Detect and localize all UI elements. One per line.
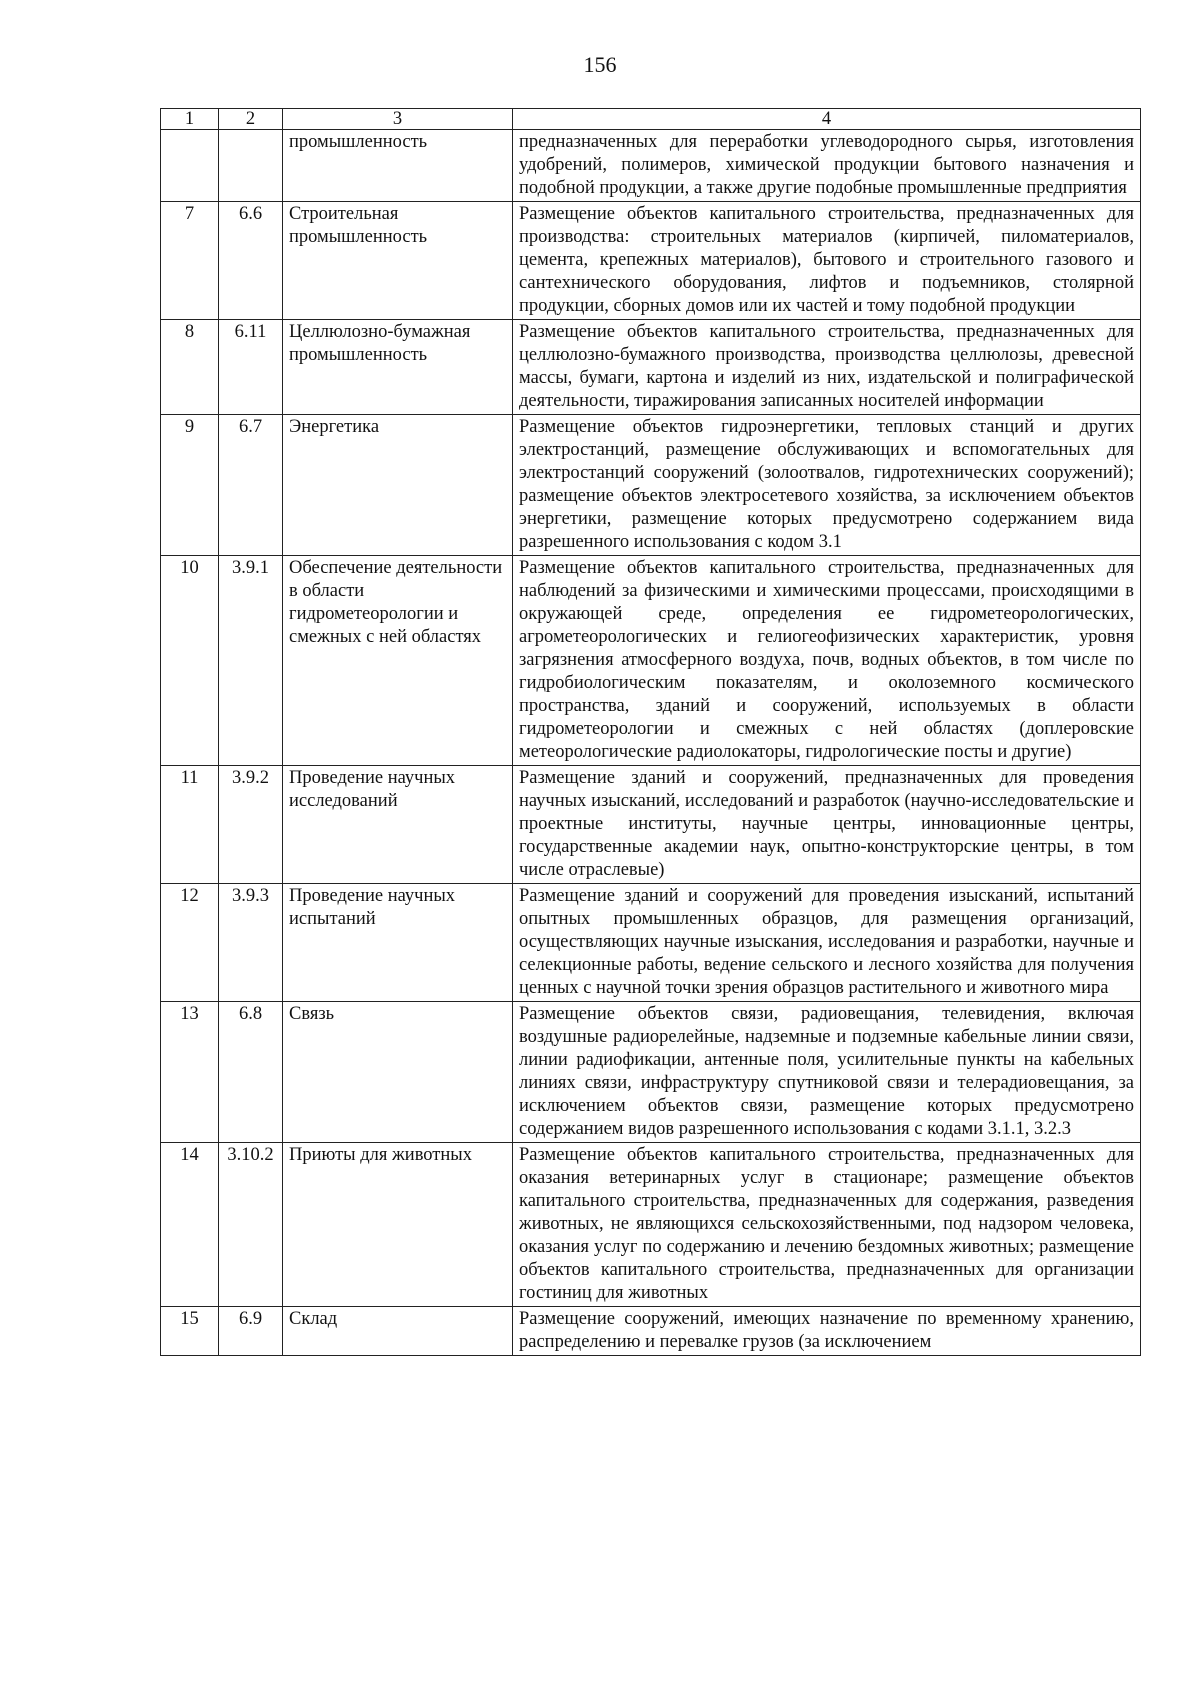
table-row — [161, 1307, 1141, 1356]
use-name: Связь — [283, 1002, 513, 1143]
row-number: 11 — [161, 766, 219, 884]
use-code: 3.10.2 — [219, 1143, 283, 1307]
use-description: предназначенных для переработки углеводородного сырья, изготовления удобрений, полимеров, химической продукции бытового назначения и подобной продукции, а также другие подобные промышленные предприятия — [513, 130, 1141, 202]
row-number: 10 — [161, 556, 219, 766]
table-row — [161, 130, 1141, 202]
use-name: Склад — [283, 1307, 513, 1356]
use-description: Размещение объектов капитального строительства, предназначенных для наблюдений за физическими и химическими процессами, происходящими в окружающей среде, определения ее гидрометеорологических, агрометеорологических и гелиогеофизических характеристик, уровня загрязнения атмосферного воздуха, почв, водных объектов, в том числе по гидробиологическим показателям, и околоземного космического пространства, зданий и сооружений, используемых в области гидрометеорологии и смежных с ней областях (доплеровские метеорологические радиолокаторы, гидрологические посты и другие) — [513, 556, 1141, 766]
use-description: Размещение сооружений, имеющих назначение по временному хранению, распределению и перевалке грузов (за исключением — [513, 1307, 1141, 1356]
row-number: 13 — [161, 1002, 219, 1143]
header-col-1: 1 — [161, 109, 219, 130]
table-row — [161, 415, 1141, 556]
header-col-3: 3 — [283, 109, 513, 130]
table-row — [161, 1002, 1141, 1143]
table-row — [161, 766, 1141, 884]
use-description: Размещение объектов капитального строительства, предназначенных для оказания ветеринарных услуг в стационаре; размещение объектов капитального строительства, предназначенных для содержания, разведения животных, не являющихся сельскохозяйственными, под надзором человека, оказания услуг по содержанию и лечению бездомных животных; размещение объектов капитального строительства, предназначенных для организации гостиниц для животных — [513, 1143, 1141, 1307]
use-code: 6.6 — [219, 202, 283, 320]
use-code: 6.8 — [219, 1002, 283, 1143]
page-number: 156 — [583, 52, 617, 77]
row-number: 8 — [161, 320, 219, 415]
row-number: 14 — [161, 1143, 219, 1307]
row-number: 12 — [161, 884, 219, 1002]
table-row — [161, 320, 1141, 415]
table-row — [161, 202, 1141, 320]
use-name: Обеспечение деятельности в области гидрометеорологии и смежных с ней областях — [283, 556, 513, 766]
use-description: Размещение объектов капитального строительства, предназначенных для производства: строительных материалов (кирпичей, пиломатериалов, цемента, крепежных материалов), бытового и строительного газового и сантехнического оборудования, лифтов и подъемников, столярной продукции, сборных домов или их частей и тому подобной продукции — [513, 202, 1141, 320]
row-number: 15 — [161, 1307, 219, 1356]
use-name: Энергетика — [283, 415, 513, 556]
table-row — [161, 1143, 1141, 1307]
table-header-row — [161, 109, 1141, 130]
use-description: Размещение объектов гидроэнергетики, тепловых станций и других электростанций, размещение обслуживающих и вспомогательных для электростанций сооружений (золоотвалов, гидротехнических сооружений); размещение объектов электросетевого хозяйства, за исключением объектов энергетики, размещение которых предусмотрено содержанием вида разрешенного использования с кодом 3.1 — [513, 415, 1141, 556]
use-description: Размещение объектов связи, радиовещания, телевидения, включая воздушные радиорелейные, надземные и подземные кабельные линии связи, линии радиофикации, антенные поля, усилительные пункты на кабельных линиях связи, инфраструктуру спутниковой связи и телерадиовещания, за исключением объектов связи, размещение которых предусмотрено содержанием видов разрешенного использования с кодами 3.1.1, 3.2.3 — [513, 1002, 1141, 1143]
table-row — [161, 556, 1141, 766]
table-row — [161, 884, 1141, 1002]
use-code — [219, 130, 283, 202]
use-description: Размещение объектов капитального строительства, предназначенных для целлюлозно-бумажного производства, производства целлюлозы, древесной массы, бумаги, картона и изделий из них, издательской и полиграфической деятельности, тиражирования записанных носителей информации — [513, 320, 1141, 415]
use-code: 3.9.2 — [219, 766, 283, 884]
use-name: промышленность — [283, 130, 513, 202]
use-name: Строительная промышленность — [283, 202, 513, 320]
row-number: 9 — [161, 415, 219, 556]
use-code: 6.7 — [219, 415, 283, 556]
land-use-table — [160, 108, 1141, 1356]
use-code: 3.9.1 — [219, 556, 283, 766]
use-code: 6.9 — [219, 1307, 283, 1356]
header-col-2: 2 — [219, 109, 283, 130]
use-description: Размещение зданий и сооружений для проведения изысканий, испытаний опытных промышленных образцов, для размещения организаций, осуществляющих научные изыскания, исследования и разработки, научные и селекционные работы, ведение сельского и лесного хозяйства для получения ценных с научной точки зрения образцов растительного и животного мира — [513, 884, 1141, 1002]
use-code: 3.9.3 — [219, 884, 283, 1002]
row-number: 7 — [161, 202, 219, 320]
row-number — [161, 130, 219, 202]
use-description: Размещение зданий и сооружений, предназначенных для проведения научных изысканий, исследований и разработок (научно-исследовательские и проектные институты, научные центры, инновационные центры, государственные академии наук, опытно-конструкторские центры, в том числе отраслевые) — [513, 766, 1141, 884]
use-name: Приюты для животных — [283, 1143, 513, 1307]
use-name: Проведение научных испытаний — [283, 884, 513, 1002]
use-code: 6.11 — [219, 320, 283, 415]
use-name: Целлюлозно-бумажная промышленность — [283, 320, 513, 415]
header-col-4: 4 — [513, 109, 1141, 130]
use-name: Проведение научных исследований — [283, 766, 513, 884]
